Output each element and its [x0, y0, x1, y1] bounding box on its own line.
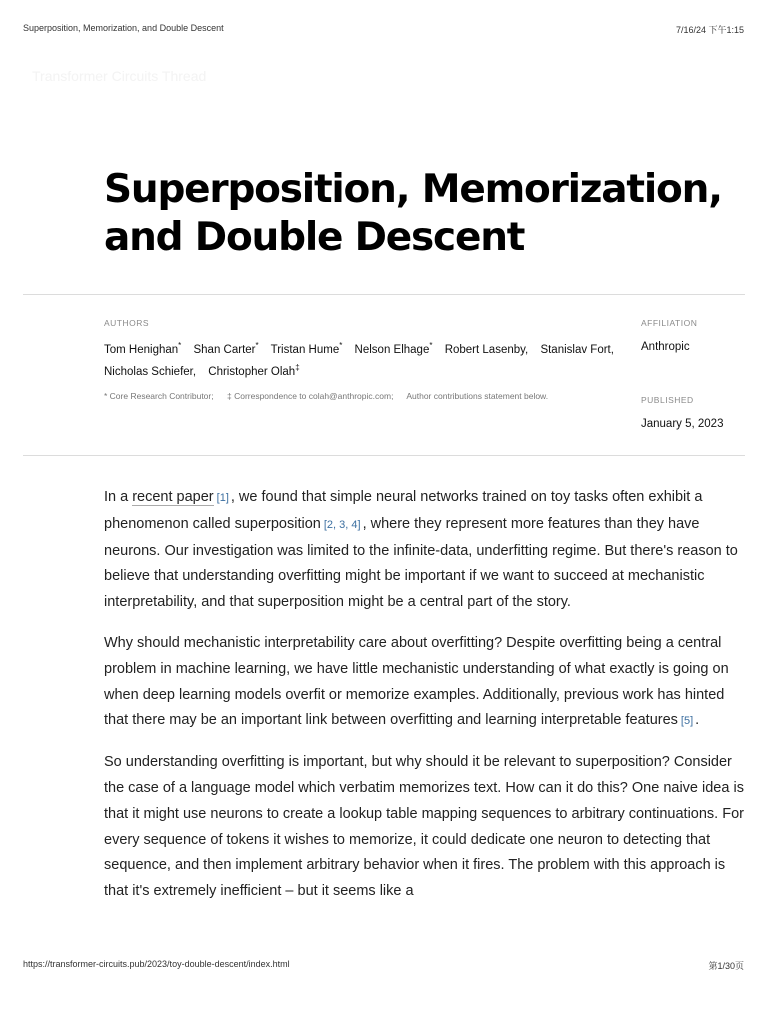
author-name[interactable]: Tristan Hume* — [270, 341, 343, 356]
authors-list — [104, 337, 624, 381]
article-body — [104, 485, 744, 920]
author-name[interactable]: Shan Carter* — [193, 341, 259, 356]
title-line-2: and Double Descent — [104, 215, 525, 260]
affiliation-label: AFFILIATION — [641, 318, 698, 328]
published-label: PUBLISHED — [641, 395, 694, 405]
citation[interactable]: [5] — [680, 715, 694, 728]
thread-link[interactable]: Transformer Circuits Thread — [32, 68, 207, 84]
paragraph: In a recent paper [1] , we found that simple neural networks trained on toy tasks often exhibit a phenomenon called superposition [2, 3, 4] , where they represent more features than they have neurons. Our investigation was limited to the infinite-data, underfitting regime. But there's reason to believe that understanding overfitting might be important if we want to succeed at mechanistic interpretability, and that superposition might be a central part of the story. — [104, 489, 738, 611]
author-name[interactable]: Robert Lasenby, — [444, 343, 529, 356]
print-header-datetime: 7/16/24 下午1:15 — [675, 25, 744, 35]
header-divider-bottom — [23, 455, 745, 456]
footnote-core: * Core Research Contributor; — [104, 391, 214, 401]
print-footer-url: https://transformer-circuits.pub/2023/toy-double-descent/index.html — [23, 959, 290, 969]
citation[interactable]: [1] — [216, 492, 229, 504]
footnote-correspondence[interactable]: ‡ Correspondence to colah@anthropic.com; — [226, 391, 394, 401]
author-name[interactable]: Nelson Elhage* — [354, 341, 433, 356]
author-name[interactable]: Tom Henighan* — [104, 341, 182, 356]
print-header-title: Superposition, Memorization, and Double Descent — [23, 23, 224, 33]
footnote-contributions[interactable]: Author contributions statement below. — [406, 391, 549, 401]
author-name[interactable]: Stanislav Fort, — [540, 343, 614, 356]
author-footnotes — [104, 391, 559, 401]
authors-label: AUTHORS — [104, 318, 150, 328]
citation[interactable]: [2, 3, 4] — [323, 518, 361, 531]
published-date: January 5, 2023 — [641, 418, 724, 430]
paragraph: Why should mechanistic interpretability care about overfitting? Despite overfitting being a central problem in machine learning, we have little mechanistic understanding of what exactly is going on when deep learning models overfit or memorize examples. Additionally, previous work has hinted that there may be an important link between overfitting and learning interpretable features [5] . — [104, 634, 729, 729]
recent-paper-link[interactable]: recent paper — [132, 489, 214, 505]
author-name[interactable]: Nicholas Schiefer, — [104, 365, 197, 378]
print-footer-page: 第1/30页 — [708, 961, 744, 971]
header-divider-top — [23, 294, 745, 295]
affiliation-value[interactable]: Anthropic — [641, 341, 690, 353]
title-line-1: Superposition, Memorization, — [104, 167, 722, 212]
author-name[interactable]: Christopher Olah‡ — [208, 362, 300, 378]
page-title — [104, 166, 744, 262]
paragraph: So understanding overfitting is important, but why should it be relevant to superposition? Consider the case of a language model which verbatim memorizes text. How can it do this? One naive idea is that it might use neurons to create a lookup table mapping sequences to arbitrary continuations. For every sequence of tokens it wishes to memorize, it could dedicate one neuron to detecting that sequence, and then implement arbitrary behavior when it fires. The problem with this approach is that it's extremely inefficient – but it seems like a — [104, 754, 744, 900]
